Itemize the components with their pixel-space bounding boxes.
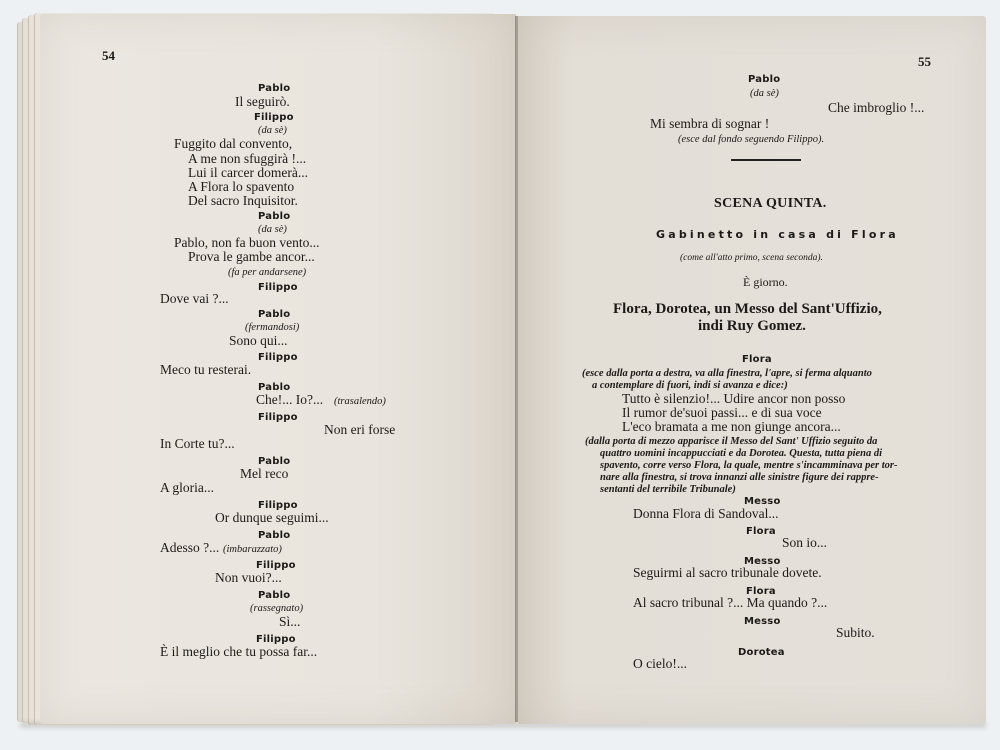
speaker-label: Pablo <box>748 74 781 85</box>
verse-line: Subito. <box>836 625 875 640</box>
verse-line: Il seguirò. <box>235 94 290 109</box>
speaker-label: Pablo <box>258 590 291 601</box>
stage-direction: quattro uomini incappucciati e da Dorotea. Questa, tutta piena di <box>600 448 883 459</box>
scene-setting-note: (come all'atto primo, scena seconda). <box>680 253 823 263</box>
speaker-label: Filippo <box>258 282 298 293</box>
speaker-label: Pablo <box>258 456 291 467</box>
stage-direction: (fa per andarsene) <box>228 267 307 278</box>
stage-direction: (trasalendo) <box>334 396 386 407</box>
verse-line: Sì... <box>279 614 301 629</box>
verse-line: Son io... <box>782 535 828 550</box>
stage-direction: (da sè) <box>258 125 287 136</box>
verse-line: Pablo, non fa buon vento... <box>174 235 320 250</box>
verse-line: Meco tu resterai. <box>160 362 252 377</box>
verse-line: Non vuoi?... <box>215 570 282 585</box>
verse-line: Che imbroglio !... <box>828 100 925 115</box>
speaker-label: Pablo <box>258 83 291 94</box>
stage-direction: (da sè) <box>750 88 779 99</box>
verse-line: Mi sembra di sognar ! <box>650 116 770 131</box>
speaker-label: Filippo <box>258 412 298 423</box>
speaker-label: Messo <box>744 556 781 567</box>
stage-direction: (rassegnato) <box>250 603 304 614</box>
speaker-label: Filippo <box>254 112 294 123</box>
verse-line: Sono qui... <box>229 333 288 348</box>
stage-direction: spavento, corre verso Flora, la quale, mentre s'incamminava per tor- <box>600 460 898 471</box>
scene-cast: indi Ruy Gomez. <box>698 318 806 334</box>
scene-time: È giorno. <box>743 275 788 289</box>
verse-line: Lui il carcer domerà... <box>188 165 308 180</box>
speaker-label: Pablo <box>258 530 291 541</box>
speaker-label: Flora <box>746 586 776 597</box>
verse-line: A me non sfuggirà !... <box>188 151 307 166</box>
verse-line: O cielo!... <box>633 656 687 671</box>
speaker-label: Pablo <box>258 211 291 222</box>
stage-direction: (imbarazzato) <box>223 544 282 555</box>
speaker-label: Flora <box>746 526 776 537</box>
verse-line: A gloria... <box>160 480 214 495</box>
stage-direction: (esce dalla porta a destra, va alla finestra, l'apre, si ferma alquanto <box>582 368 872 379</box>
verse-line: Or dunque seguimi... <box>215 510 329 525</box>
stage-direction: sentanti del terribile Tribunale) <box>600 484 736 495</box>
verse-line: Al sacro tribunal ?... Ma quando ?... <box>633 595 828 610</box>
speaker-label: Filippo <box>258 500 298 511</box>
speaker-label: Pablo <box>258 382 291 393</box>
stage-direction: (esce dal fondo seguendo Filippo). <box>678 134 825 145</box>
verse-line: Il rumor de'suoi passi... e di sua voce <box>622 405 822 420</box>
page-number: 55 <box>918 54 931 69</box>
speaker-label: Filippo <box>258 352 298 363</box>
verse-line: Prova le gambe ancor... <box>188 249 315 264</box>
stage-direction: a contemplare di fuori, indi si avanza e dice:) <box>592 380 788 391</box>
page-number: 54 <box>102 48 115 63</box>
scene-cast: Flora, Dorotea, un Messo del Sant'Uffizio, <box>613 301 882 317</box>
verse-line: A Flora lo spavento <box>188 179 295 194</box>
speaker-label: Messo <box>744 496 781 507</box>
stage-direction: (fermandosi) <box>245 322 300 333</box>
verse-line: Mel reco <box>240 466 289 481</box>
speaker-label: Messo <box>744 616 781 627</box>
verse-line: L'eco bramata a me non giunge ancora... <box>622 419 841 434</box>
verse-line: Non eri forse <box>324 422 396 437</box>
verse-line: Del sacro Inquisitor. <box>188 193 298 208</box>
verse-line: Fuggito dal convento, <box>174 136 293 151</box>
speaker-label: Dorotea <box>738 647 785 658</box>
stage-direction: (dalla porta di mezzo apparisce il Messo del Sant' Uffizio seguito da <box>585 436 878 447</box>
scene-title: SCENA QUINTA. <box>714 196 827 211</box>
speaker-label: Filippo <box>256 560 296 571</box>
stage-direction: nare alla finestra, si trova innanzi alle sinistre figure dei rappre- <box>600 472 879 483</box>
speaker-label: Flora <box>742 354 772 365</box>
speaker-label: Pablo <box>258 309 291 320</box>
verse-line: Tutto è silenzio!... Udire ancor non posso <box>622 391 846 406</box>
verse-line: Adesso ?... <box>160 540 220 555</box>
left-page <box>40 14 516 724</box>
right-page <box>518 16 986 724</box>
section-divider <box>731 159 801 161</box>
scene-setting: Gabinetto in casa di Flora <box>656 228 899 241</box>
verse-line: Seguirmi al sacro tribunale dovete. <box>633 565 822 580</box>
stage-direction: (da sè) <box>258 224 287 235</box>
speaker-label: Filippo <box>256 634 296 645</box>
verse-line: In Corte tu?... <box>160 436 235 451</box>
verse-line: Dove vai ?... <box>160 291 229 306</box>
verse-line: Che!... Io?... <box>256 392 324 407</box>
verse-line: Donna Flora di Sandoval... <box>633 506 779 521</box>
verse-line: È il meglio che tu possa far... <box>160 644 318 659</box>
